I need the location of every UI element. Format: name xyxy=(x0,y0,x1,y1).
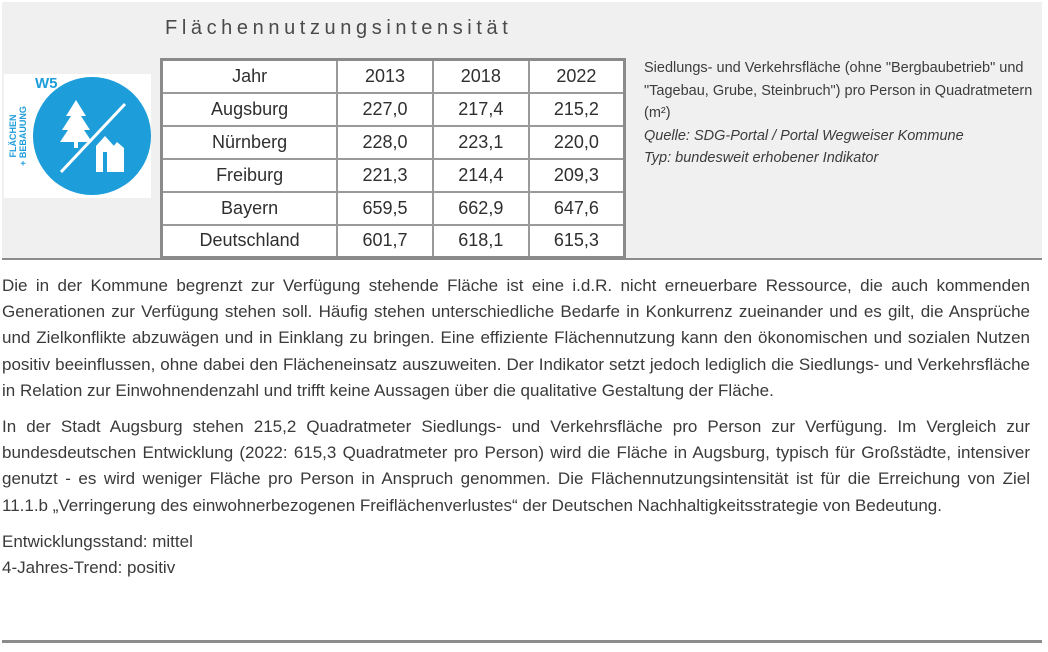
table-cell: 601,7 xyxy=(337,225,433,258)
indicator-source: Quelle: SDG-Portal / Portal Wegweiser Kommune xyxy=(644,127,964,144)
body-paragraph-intro: Die in der Kommune begrenzt zur Verfügung stehende Fläche ist eine i.d.R. nicht erneuerbare Ressource, die auch kommenden Generationen zur Verfügung stehen soll. Häufig stehen unterschiedliche Bedarfe in Konkurrenz zueinander und es gilt, die Ansprüche und Zielkonflikte abzuwägen und in Einklang zu bringen. Eine effiziente Flächennutzung kann den ökonomischen und sozialen Nutzen positiv beeinflussen, ohne dabei den Flächeneinsatz auszuweiten. Der Indikator setzt jedoch lediglich die Siedlungs- und Verkehrsfläche in Relation zur Einwohnendenzahl und trifft keine Aussagen über die qualitative Gestaltung der Fläche. xyxy=(2,276,1030,400)
indicator-logo xyxy=(4,74,151,198)
trend-status: 4-Jahres-Trend: positiv xyxy=(2,558,176,578)
table-cell: 215,2 xyxy=(529,93,625,126)
table-cell: 227,0 xyxy=(337,93,433,126)
table-cell: 217,4 xyxy=(433,93,529,126)
table-header-cell: 2022 xyxy=(529,60,625,93)
table-cell: 228,0 xyxy=(337,126,433,159)
table-header-cell: Jahr xyxy=(162,60,338,93)
indicator-type: Typ: bundesweit erhobener Indikator xyxy=(644,150,879,166)
table-row xyxy=(162,159,625,192)
bottom-divider xyxy=(2,640,1042,643)
table-cell: 214,4 xyxy=(433,159,529,192)
status-block xyxy=(2,529,1030,581)
table-row-label: Augsburg xyxy=(162,93,338,126)
table-cell: 662,9 xyxy=(433,192,529,225)
table-row-label: Nürnberg xyxy=(162,126,338,159)
table-row-label: Deutschland xyxy=(162,225,338,258)
development-status: Entwicklungsstand: mittel xyxy=(2,531,193,551)
indicator-note xyxy=(644,57,1039,170)
table-cell: 209,3 xyxy=(529,159,625,192)
table-cell: 615,3 xyxy=(529,225,625,258)
table-row xyxy=(162,192,625,225)
table-cell: 220,0 xyxy=(529,126,625,159)
table-header-row xyxy=(162,60,625,93)
logo-side-text-2: + BEBAUUNG xyxy=(18,106,28,166)
body-paragraph-analysis: In der Stadt Augsburg stehen 215,2 Quadratmeter Siedlungs- und Verkehrsfläche pro Person zur Verfügung. Im Vergleich zur bundesdeutschen Entwicklung (2022: 615,3 Quadratmeter pro Person) wird die Fläche in Augsburg, typisch für Großstädte, intensiver genutzt - es wird weniger Fläche pro Person in Anspruch genommen. Die Flächennutzungsintensität ist für die Erreichung von Ziel 11.1.b „Verringerung des einwohnerbezogenen Freiflächenverlustes“ der Deutschen Nachhaltigkeitsstrategie von Bedeutung. xyxy=(2,417,1030,515)
indicator-data-table xyxy=(160,58,626,259)
logo-side-text-1: FLÄCHEN xyxy=(8,114,18,158)
table-row xyxy=(162,93,625,126)
indicator-description: Siedlungs- und Verkehrsfläche (ohne "Bergbaubetrieb" und "Tagebau, Grube, Steinbruch") pro Person in Quadratmetern (m²) xyxy=(644,60,1033,121)
table-row-label: Bayern xyxy=(162,192,338,225)
tree-and-buildings-icon xyxy=(4,74,151,198)
table-cell: 647,6 xyxy=(529,192,625,225)
table-cell: 618,1 xyxy=(433,225,529,258)
table-row xyxy=(162,225,625,258)
indicator-title: Flächennutzungsintensität xyxy=(165,17,513,39)
table-header-cell: 2018 xyxy=(433,60,529,93)
logo-code: W5 xyxy=(35,75,58,92)
indicator-body xyxy=(2,273,1030,581)
table-cell: 223,1 xyxy=(433,126,529,159)
table-cell: 221,3 xyxy=(337,159,433,192)
table-row-label: Freiburg xyxy=(162,159,338,192)
table-row xyxy=(162,126,625,159)
table-header-cell: 2013 xyxy=(337,60,433,93)
table-cell: 659,5 xyxy=(337,192,433,225)
